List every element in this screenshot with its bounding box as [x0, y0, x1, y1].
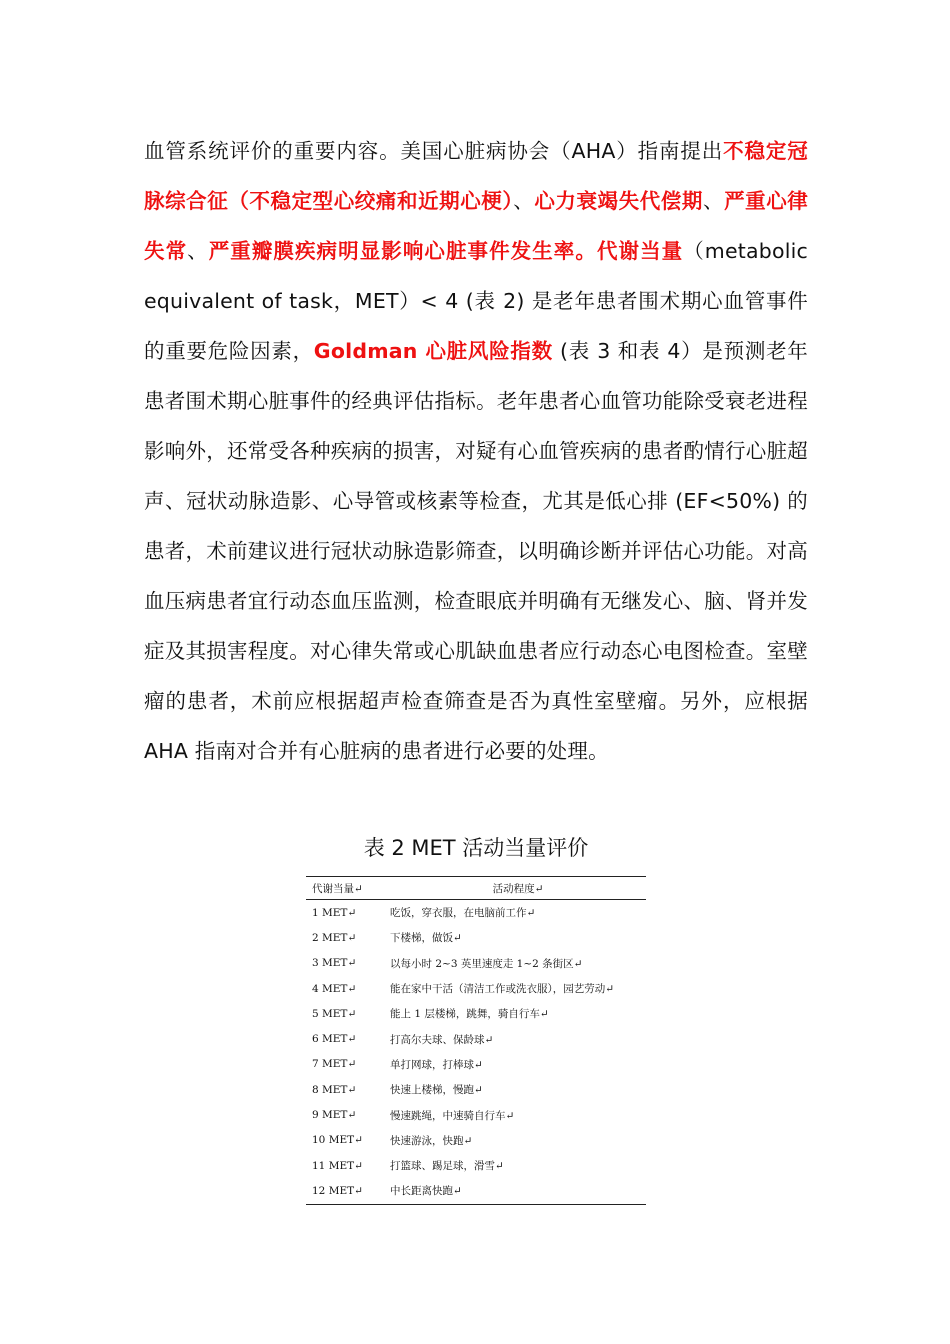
met-activity-table: [306, 876, 646, 1205]
table-row: [306, 1128, 646, 1153]
activity-cell: 吃饭，穿衣服，在电脑前工作↵: [390, 907, 536, 920]
met-cell: 1 MET↵: [312, 906, 357, 919]
activity-cell: 下楼梯，做饭↵: [390, 932, 462, 945]
activity-cell: 快速上楼梯，慢跑↵: [390, 1084, 483, 1097]
body-paragraph: [144, 126, 808, 776]
met-cell: 11 MET↵: [312, 1159, 363, 1172]
text-run: 、: [702, 189, 725, 213]
met-cell: 6 MET↵: [312, 1033, 357, 1046]
text-run: (表 3 和表 4）是预测老年患者围术期心脏事件的经典评估指标。老年患者心血管功能除受衰老进程影响外，还常受各种疾病的损害，对疑有心血管疾病的患者酌情行心脏超声、冠状动脉造影、心导管或核素等检查，尤其是低心排 (EF<50%) 的患者，术前建议进行冠状动脉造影筛查，以明确诊断并评估心功能。对高血压病患者宜行动态血压监测，检查眼底并明确有无继发心、脑、肾并发症及其损害程度。对心律失常或心肌缺血患者应行动态心电图检查。室壁瘤的患者，术前应根据超声检查筛查是否为真性室壁瘤。另外，应根据 AHA 指南对合并有心脏病的患者进行必要的处理。: [144, 339, 808, 763]
activity-cell: 能上 1 层楼梯，跳舞，骑自行车↵: [390, 1008, 549, 1021]
table-row: [306, 951, 646, 976]
table-row: [306, 1077, 646, 1102]
highlighted-text-run: 不稳定冠脉综合征（不稳定型心绞痛和近期心梗）: [144, 139, 808, 213]
document-page: [144, 126, 809, 1198]
highlighted-text-run: Goldman 心脏风险指数: [313, 339, 553, 363]
highlighted-text-run: 心力衰竭失代偿期: [534, 189, 703, 213]
highlighted-text-run: 严重瓣膜疾病明显影响心脏事件发生率。代谢当量: [208, 239, 684, 263]
met-cell: 4 MET↵: [312, 982, 357, 995]
met-cell: 2 MET↵: [312, 931, 357, 944]
table-row: [306, 1178, 646, 1204]
activity-cell: 慢速跳绳，中速骑自行车↵: [390, 1109, 515, 1122]
table-header-row: [306, 877, 646, 900]
table-row: [306, 1102, 646, 1127]
table-row: [306, 1026, 646, 1051]
table-row: [306, 925, 646, 950]
table-row: [306, 1153, 646, 1178]
met-cell: 12 MET↵: [312, 1184, 363, 1197]
text-run: （metabolic equivalent of task，MET）< 4 (表 2) 是老年患者围术期心血管事件的重要危险因素，: [144, 239, 809, 363]
text-run: 、: [513, 189, 535, 213]
met-cell: 3 MET↵: [312, 957, 357, 970]
table-caption: 表 2 MET 活动当量评价: [363, 836, 589, 860]
met-cell: 7 MET↵: [312, 1058, 357, 1071]
met-cell: 5 MET↵: [312, 1007, 357, 1020]
text-run: 、: [187, 239, 209, 263]
table-row: [306, 1001, 646, 1026]
met-cell: 8 MET↵: [312, 1083, 357, 1096]
table-row: [306, 900, 646, 926]
activity-cell: 中长距离快跑↵: [390, 1185, 462, 1198]
activity-cell: 快速游泳，快跑↵: [390, 1134, 473, 1147]
highlighted-text-run: 严重心律失常: [144, 189, 809, 263]
header-met: 代谢当量↵: [312, 882, 363, 895]
activity-cell: 能在家中干活（清洁工作或洗衣服），园艺劳动↵: [390, 983, 615, 996]
activity-cell: 单打网球，打棒球↵: [390, 1058, 483, 1071]
table-row: [306, 1052, 646, 1077]
met-cell: 10 MET↵: [312, 1134, 363, 1147]
activity-cell: 打高尔夫球、保龄球↵: [390, 1033, 494, 1046]
header-activity: 活动程度↵: [492, 882, 544, 895]
activity-cell: 以每小时 2~3 英里速度走 1~2 条街区↵: [390, 957, 583, 970]
activity-cell: 打篮球、踢足球，滑雪↵: [390, 1160, 504, 1173]
table-row: [306, 976, 646, 1001]
met-cell: 9 MET↵: [312, 1109, 357, 1122]
text-run: 血管系统评价的重要内容。美国心脏病协会（AHA）指南提出: [144, 139, 724, 163]
